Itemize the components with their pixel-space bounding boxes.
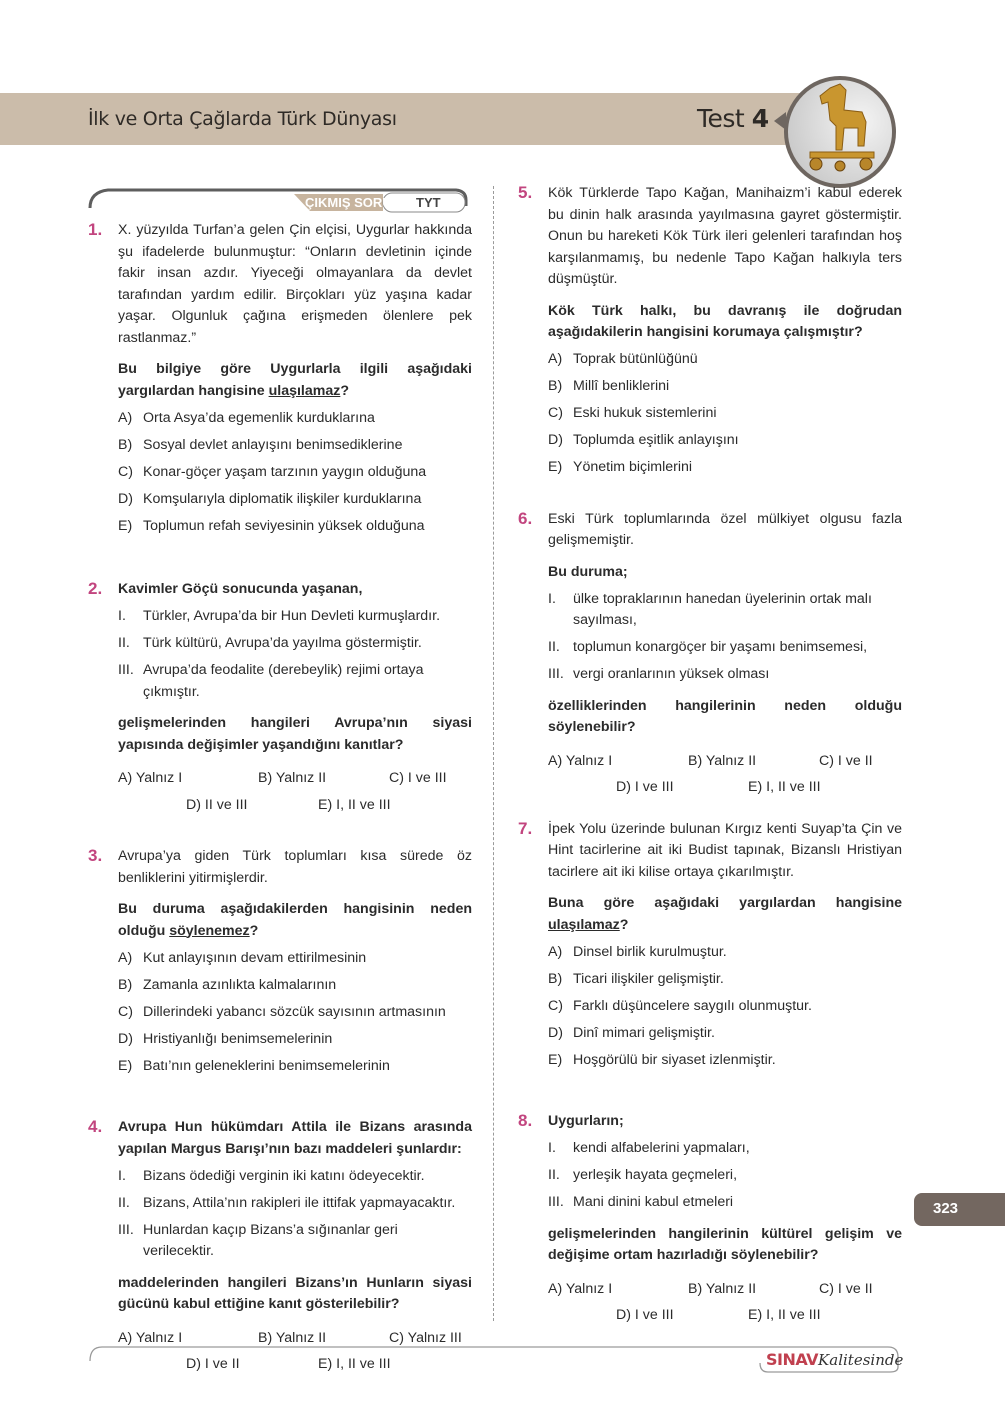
- choices-row-2: [616, 777, 902, 799]
- option-text: Toplumun refah seviyesinin yüksek olduğuna: [143, 517, 425, 534]
- choices-row-1: [548, 751, 902, 773]
- statement-i: [548, 1138, 902, 1160]
- option-b[interactable]: [548, 376, 902, 398]
- tag-bar: [88, 186, 468, 214]
- prompt-text: Buna göre aşağıdaki yargılardan hangisine: [548, 895, 902, 911]
- question-number: 1.: [88, 220, 103, 239]
- chapter-title: İlk ve Orta Çağlarda Türk Dünyası: [88, 108, 397, 130]
- choice-a[interactable]: A) Yalnız I: [118, 1329, 183, 1346]
- choice-c[interactable]: C) I ve III: [389, 770, 447, 786]
- question-stem: Eski Türk toplumlarında özel mülkiyet olgusu fazla gelişmemiştir.: [548, 510, 902, 548]
- question-number: 5.: [518, 183, 533, 202]
- prompt-underlined: söylenemez: [169, 922, 250, 939]
- option-text: Dinî mimari gelişmiştir.: [573, 1024, 715, 1041]
- option-text: Batı’nın geleneklerini benimsemelerinin: [143, 1057, 390, 1074]
- choice-a[interactable]: A) Yalnız I: [548, 752, 613, 769]
- logo-main: SINAV: [766, 1350, 819, 1369]
- choice-d[interactable]: D) I ve III: [616, 779, 674, 795]
- question-stem: Uygurların;: [548, 1113, 624, 1129]
- statement-ii: [118, 1193, 472, 1215]
- question-stem: Avrupa’ya giden Türk toplumları kısa sürede öz benliklerini yitirmişlerdir.: [118, 848, 472, 886]
- option-d[interactable]: [548, 1023, 902, 1045]
- option-letter: B): [548, 970, 563, 987]
- question-lead: Bu duruma;: [548, 563, 628, 580]
- choice-a[interactable]: A) Yalnız I: [118, 770, 183, 786]
- trojan-horse-icon: [800, 80, 880, 180]
- option-text: Sosyal devlet anlayışını benimsediklerine: [143, 436, 403, 453]
- statement-iii: [118, 660, 472, 703]
- option-text: Komşularıyla diplomatik ilişkiler kurduklarına: [143, 490, 422, 507]
- statement-label: I.: [548, 590, 556, 607]
- statement-iii: [118, 1220, 472, 1263]
- option-text: Eski hukuk sistemlerini: [573, 405, 717, 421]
- option-c[interactable]: [548, 403, 902, 425]
- option-a[interactable]: [548, 349, 902, 371]
- prompt-text: Bu duruma aşağıdakilerden hangisinin neden olduğu: [118, 901, 472, 939]
- choice-b[interactable]: B) Yalnız II: [258, 1329, 327, 1346]
- prompt-end: ?: [249, 922, 259, 939]
- option-letter: A): [118, 949, 133, 966]
- statement-label: III.: [118, 1221, 134, 1238]
- statement-i: [118, 1166, 472, 1188]
- choice-d[interactable]: D) II ve III: [186, 796, 248, 813]
- statement-text: yerleşik hayata geçmeleri,: [573, 1167, 738, 1183]
- statement-text: Mani dinini kabul etmeleri: [573, 1194, 734, 1210]
- choice-c[interactable]: C) Yalnız III: [389, 1329, 462, 1346]
- statement-text: kendi alfabelerini yapmaları,: [573, 1140, 750, 1156]
- question-prompt: özelliklerinden hangilerinin neden olduğu söylenebilir?: [548, 697, 902, 735]
- choice-c[interactable]: C) I ve II: [819, 752, 873, 769]
- statement-label: II.: [548, 1167, 560, 1183]
- question-prompt: maddelerinden hangileri Bizans’ın Hunların siyasi gücünü kabul ettiğine kanıt gösterilebilir?: [118, 1274, 472, 1312]
- statement-text: toplumun konargöçer bir yaşamı benimsemesi,: [573, 639, 868, 655]
- option-letter: E): [118, 1057, 133, 1074]
- prompt-underlined: ulaşılamaz: [268, 382, 341, 399]
- left-column: [88, 220, 472, 1376]
- question-7: [518, 819, 902, 1072]
- option-c[interactable]: [118, 462, 472, 484]
- tag-label: ÇIKMIŞ SORU: [305, 195, 392, 210]
- option-text: Toplumda eşitlik anlayışını: [573, 432, 739, 448]
- statement-label: I.: [548, 1140, 556, 1156]
- option-letter: E): [548, 1051, 563, 1068]
- choices-row-1: [548, 1279, 902, 1301]
- option-text: Hoşgörülü bir siyaset izlenmiştir.: [573, 1051, 776, 1068]
- option-text: Kut anlayışının devam ettirilmesinin: [143, 949, 367, 966]
- choices-row-1: [118, 768, 472, 790]
- statement-text: vergi oranlarının yüksek olması: [573, 666, 770, 682]
- option-text: Orta Asya’da egemenlik kurduklarına: [143, 409, 375, 426]
- option-letter: D): [548, 1024, 563, 1041]
- option-a[interactable]: [548, 942, 902, 964]
- page-number-tab: [914, 1193, 1005, 1226]
- option-letter: A): [548, 943, 563, 960]
- option-a[interactable]: [118, 408, 472, 430]
- option-text: Dinsel birlik kurulmuştur.: [573, 943, 727, 960]
- question-stem: Kök Türklerde Tapo Kağan, Manihaizm’i kabul ederek bu dinin halk arasında yayılmasına gayret göstermiştir. Onun bu hareketi Kök Türk ileri gelenleri tarafından hoş karşılanmamış, bu nedenle Tapo Kağan halkıyla ters düşmüştür.: [548, 185, 902, 287]
- question-3: [88, 846, 472, 1077]
- choice-e[interactable]: E) I, II ve III: [748, 1307, 821, 1323]
- choice-c[interactable]: C) I ve II: [819, 1280, 873, 1297]
- statement-label: II.: [118, 635, 130, 651]
- option-letter: A): [118, 409, 133, 426]
- question-stem: X. yüzyılda Turfan’a gelen Çin elçisi, Uygurlar hakkında şu ifadelerde bulunmuştur: “Onların devletinin içinde fakir insan azdır. Yiyeceği olmayanlara da devlet tarafından yardım edilir. Birçokları yüz yaşına kadar yaşar. Olgunluk çağına erişmeden ölenlere pek rastlanmaz.”: [118, 222, 472, 346]
- option-text: Yönetim biçimlerini: [573, 459, 693, 475]
- test-number: 4: [751, 104, 769, 133]
- test-prefix: Test: [697, 104, 745, 133]
- option-text: Konar-göçer yaşam tarzının yaygın olduğuna: [143, 463, 427, 480]
- option-letter: D): [118, 490, 133, 507]
- option-e[interactable]: [548, 457, 902, 479]
- test-label: [697, 104, 769, 133]
- statement-ii: [548, 637, 902, 659]
- option-letter: D): [548, 432, 563, 448]
- choice-b[interactable]: B) Yalnız II: [688, 752, 757, 769]
- statement-text: Hunlardan kaçıp Bizans’a sığınanlar geri verilecektir.: [143, 1221, 398, 1259]
- statement-i: [118, 606, 472, 628]
- question-prompt: [118, 359, 472, 402]
- question-4: [88, 1117, 472, 1376]
- option-text: Dillerindeki yabancı sözcük sayısının artmasının: [143, 1003, 446, 1020]
- choices-row-2: [616, 1305, 902, 1327]
- option-letter: D): [118, 1030, 133, 1047]
- question-prompt: Kök Türk halkı, bu davranış ile doğrudan aşağıdakilerin hangisini korumaya çalışmıştır?: [548, 302, 902, 340]
- statement-text: Türkler, Avrupa’da bir Hun Devleti kurmuşlardır.: [143, 608, 441, 624]
- option-b[interactable]: [118, 975, 472, 997]
- logo-script: Kalitesinde: [818, 1351, 904, 1369]
- statement-label: I.: [118, 1167, 126, 1184]
- choice-e[interactable]: E) I, II ve III: [318, 796, 391, 813]
- choices-row-2: [186, 795, 472, 817]
- prompt-underlined: ulaşılamaz: [548, 916, 620, 933]
- statement-text: Türk kültürü, Avrupa’da yayılma göstermiştir.: [143, 635, 422, 651]
- question-6: [518, 509, 902, 799]
- statement-text: Bizans, Attila’nın rakipleri ile ittifak yapmayacaktır.: [143, 1194, 456, 1211]
- prompt-text: Bu bilgiye göre Uygurlarla ilgili aşağıdaki yargılardan hangisine: [118, 361, 472, 399]
- option-text: Millî benliklerini: [573, 378, 670, 394]
- statement-iii: [548, 664, 902, 686]
- option-text: Farklı düşüncelere saygılı olunmuştur.: [573, 997, 812, 1014]
- choice-e[interactable]: E) I, II ve III: [318, 1356, 391, 1372]
- question-8: [518, 1111, 902, 1327]
- question-1: [88, 220, 472, 537]
- option-a[interactable]: [118, 948, 472, 970]
- choice-d[interactable]: D) I ve II: [186, 1356, 240, 1372]
- option-d[interactable]: [118, 1029, 472, 1051]
- page-number: 323: [933, 1200, 959, 1217]
- statement-iii: [548, 1192, 902, 1214]
- option-letter: A): [548, 351, 563, 367]
- column-divider: [493, 186, 494, 1321]
- option-text: Hristiyanlığı benimsemelerinin: [143, 1030, 333, 1047]
- question-stem: Avrupa Hun hükümdarı Attila ile Bizans arasında yapılan Margus Barışı’nın bazı maddeleri şunlardır:: [118, 1119, 472, 1157]
- choice-d[interactable]: D) I ve III: [616, 1307, 674, 1323]
- option-letter: C): [548, 997, 563, 1014]
- choice-a[interactable]: A) Yalnız I: [548, 1280, 613, 1297]
- tag-exam: TYT: [416, 195, 441, 210]
- question-2: [88, 579, 472, 816]
- option-c[interactable]: [548, 996, 902, 1018]
- option-d[interactable]: [118, 489, 472, 511]
- option-d[interactable]: [548, 430, 902, 452]
- statement-text: Avrupa’da feodalite (derebeylik) rejimi ortaya çıkmıştır.: [143, 662, 424, 700]
- choice-b[interactable]: B) Yalnız II: [258, 770, 327, 786]
- option-e[interactable]: [548, 1050, 902, 1072]
- right-column: [518, 183, 902, 1327]
- question-number: 7.: [518, 818, 533, 838]
- option-letter: C): [548, 405, 563, 421]
- option-letter: C): [118, 463, 133, 480]
- option-letter: E): [118, 517, 133, 534]
- publisher-logo: [766, 1350, 903, 1370]
- question-number: 4.: [88, 1117, 103, 1136]
- question-prompt: [548, 893, 902, 936]
- question-number: 2.: [88, 579, 103, 598]
- option-b[interactable]: [118, 435, 472, 457]
- question-stem: Kavimler Göçü sonucunda yaşanan,: [118, 581, 363, 597]
- option-e[interactable]: [118, 1056, 472, 1078]
- option-letter: B): [118, 436, 133, 453]
- question-prompt: gelişmelerinden hangileri Avrupa’nın siyasi yapısında değişimler yaşandığını kanıtlar?: [118, 715, 472, 753]
- prompt-end: ?: [619, 916, 629, 933]
- statement-ii: [548, 1165, 902, 1187]
- statement-label: II.: [548, 639, 560, 655]
- option-c[interactable]: [118, 1002, 472, 1024]
- choice-b[interactable]: B) Yalnız II: [688, 1280, 757, 1297]
- question-5: [518, 183, 902, 479]
- question-number: 6.: [518, 508, 533, 528]
- option-letter: B): [548, 378, 563, 394]
- question-prompt: [118, 899, 472, 942]
- option-text: Ticari ilişkiler gelişmiştir.: [573, 970, 724, 987]
- option-letter: C): [118, 1003, 133, 1020]
- option-text: Zamanla azınlıkta kalmalarının: [143, 976, 337, 993]
- question-stem: İpek Yolu üzerinde bulunan Kırgız kenti Suyap’ta Çin ve Hint tacirlerine ait iki Budist tapınak, Bizanslı Hristiyan tacirlere ait iki kilise ortaya çıkarılmıştır.: [548, 820, 902, 880]
- statement-label: I.: [118, 608, 126, 624]
- choice-e[interactable]: E) I, II ve III: [748, 779, 821, 795]
- statement-text: ülke topraklarının hanedan üyelerinin ortak malı sayılması,: [573, 590, 872, 628]
- prompt-end: ?: [340, 382, 350, 399]
- option-b[interactable]: [548, 969, 902, 991]
- option-e[interactable]: [118, 516, 472, 538]
- question-number: 8.: [518, 1111, 533, 1130]
- statement-text: Bizans ödediği verginin iki katını ödeyecektir.: [143, 1167, 425, 1184]
- statement-label: III.: [548, 1194, 564, 1210]
- statement-label: II.: [118, 1194, 130, 1211]
- option-letter: E): [548, 459, 563, 475]
- question-prompt: gelişmelerinden hangilerinin kültürel gelişim ve değişime ortam hazırladığı söylenebilir?: [548, 1225, 902, 1263]
- statement-label: III.: [118, 662, 134, 678]
- statement-label: III.: [548, 666, 564, 682]
- statement-i: [548, 589, 902, 632]
- statement-ii: [118, 633, 472, 655]
- option-letter: B): [118, 976, 133, 993]
- option-text: Toprak bütünlüğünü: [573, 351, 698, 367]
- question-number: 3.: [88, 846, 103, 865]
